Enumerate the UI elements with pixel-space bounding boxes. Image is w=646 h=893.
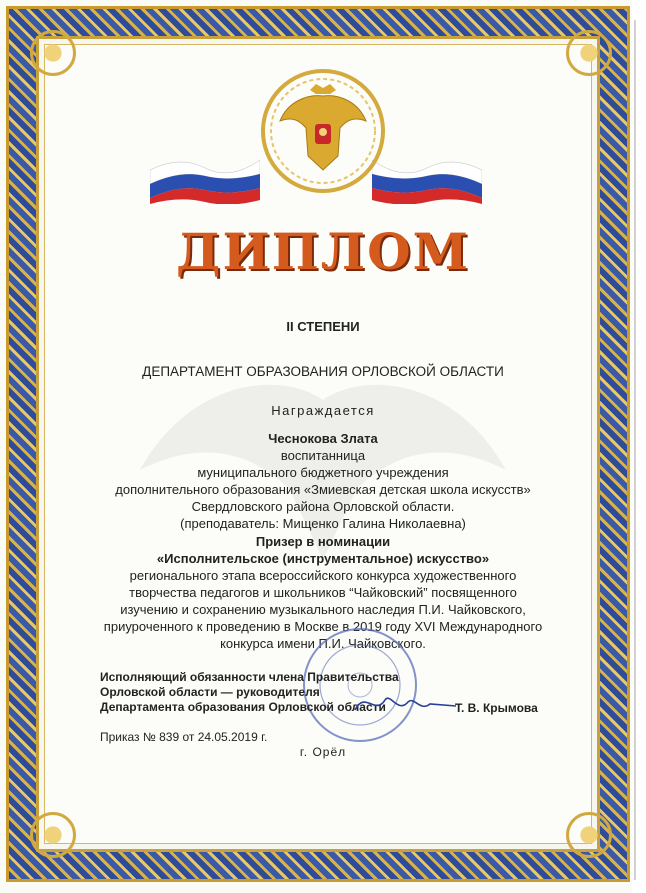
order-number: Приказ № 839 от 24.05.2019 г. bbox=[100, 730, 268, 744]
recipient-line: муниципального бюджетного учреждения bbox=[197, 465, 449, 480]
recipient-line: (преподаватель: Мищенко Галина Николаевна) bbox=[180, 516, 466, 531]
department: ДЕПАРТАМЕНТ ОБРАЗОВАНИЯ ОРЛОВСКОЙ ОБЛАСТИ bbox=[142, 364, 504, 379]
city: г. Орёл bbox=[299, 745, 347, 759]
signer-title-line: Исполняющий обязанности члена Правительства bbox=[100, 670, 399, 684]
signer-title-line: Орловской области — руководителя bbox=[100, 685, 320, 699]
recipient-line: дополнительного образования «Змиевская детская школа искусств» bbox=[115, 482, 531, 497]
corner-ornament bbox=[30, 30, 76, 76]
signer-title-line: Департамента образования Орловской области bbox=[100, 700, 386, 714]
diploma-title: ДИПЛОМ bbox=[175, 222, 471, 281]
flag-icon bbox=[372, 150, 482, 204]
corner-ornament bbox=[566, 30, 612, 76]
state-emblem-icon bbox=[258, 66, 388, 196]
contest-line: приуроченного к проведению в Москве в 2019 году XVI Международного bbox=[103, 619, 543, 634]
recipient-name: Чеснокова Злата bbox=[268, 431, 378, 446]
contest-line: изучению и сохранению музыкального наследия П.И. Чайковского, bbox=[120, 602, 526, 617]
recipient-line: воспитанница bbox=[280, 448, 366, 463]
contest-line: конкурса имени П.И. Чайковского. bbox=[220, 636, 426, 651]
nomination: «Исполнительское (инструментальное) искусство» bbox=[156, 551, 490, 566]
contest-line: творчества педагогов и школьников “Чайковский” посвященного bbox=[129, 585, 517, 600]
awarded-label: Награждается bbox=[271, 403, 375, 418]
degree: II СТЕПЕНИ bbox=[286, 319, 360, 334]
signer-name: Т. В. Крымова bbox=[455, 701, 538, 715]
corner-ornament bbox=[30, 812, 76, 858]
signature-icon bbox=[350, 686, 460, 720]
flag-icon bbox=[150, 150, 260, 204]
corner-ornament bbox=[566, 812, 612, 858]
prize-label: Призер в номинации bbox=[255, 534, 391, 549]
recipient-line: Свердловского района Орловской области. bbox=[191, 499, 455, 514]
contest-line: регионального этапа всероссийского конкурса художественного bbox=[129, 568, 517, 583]
